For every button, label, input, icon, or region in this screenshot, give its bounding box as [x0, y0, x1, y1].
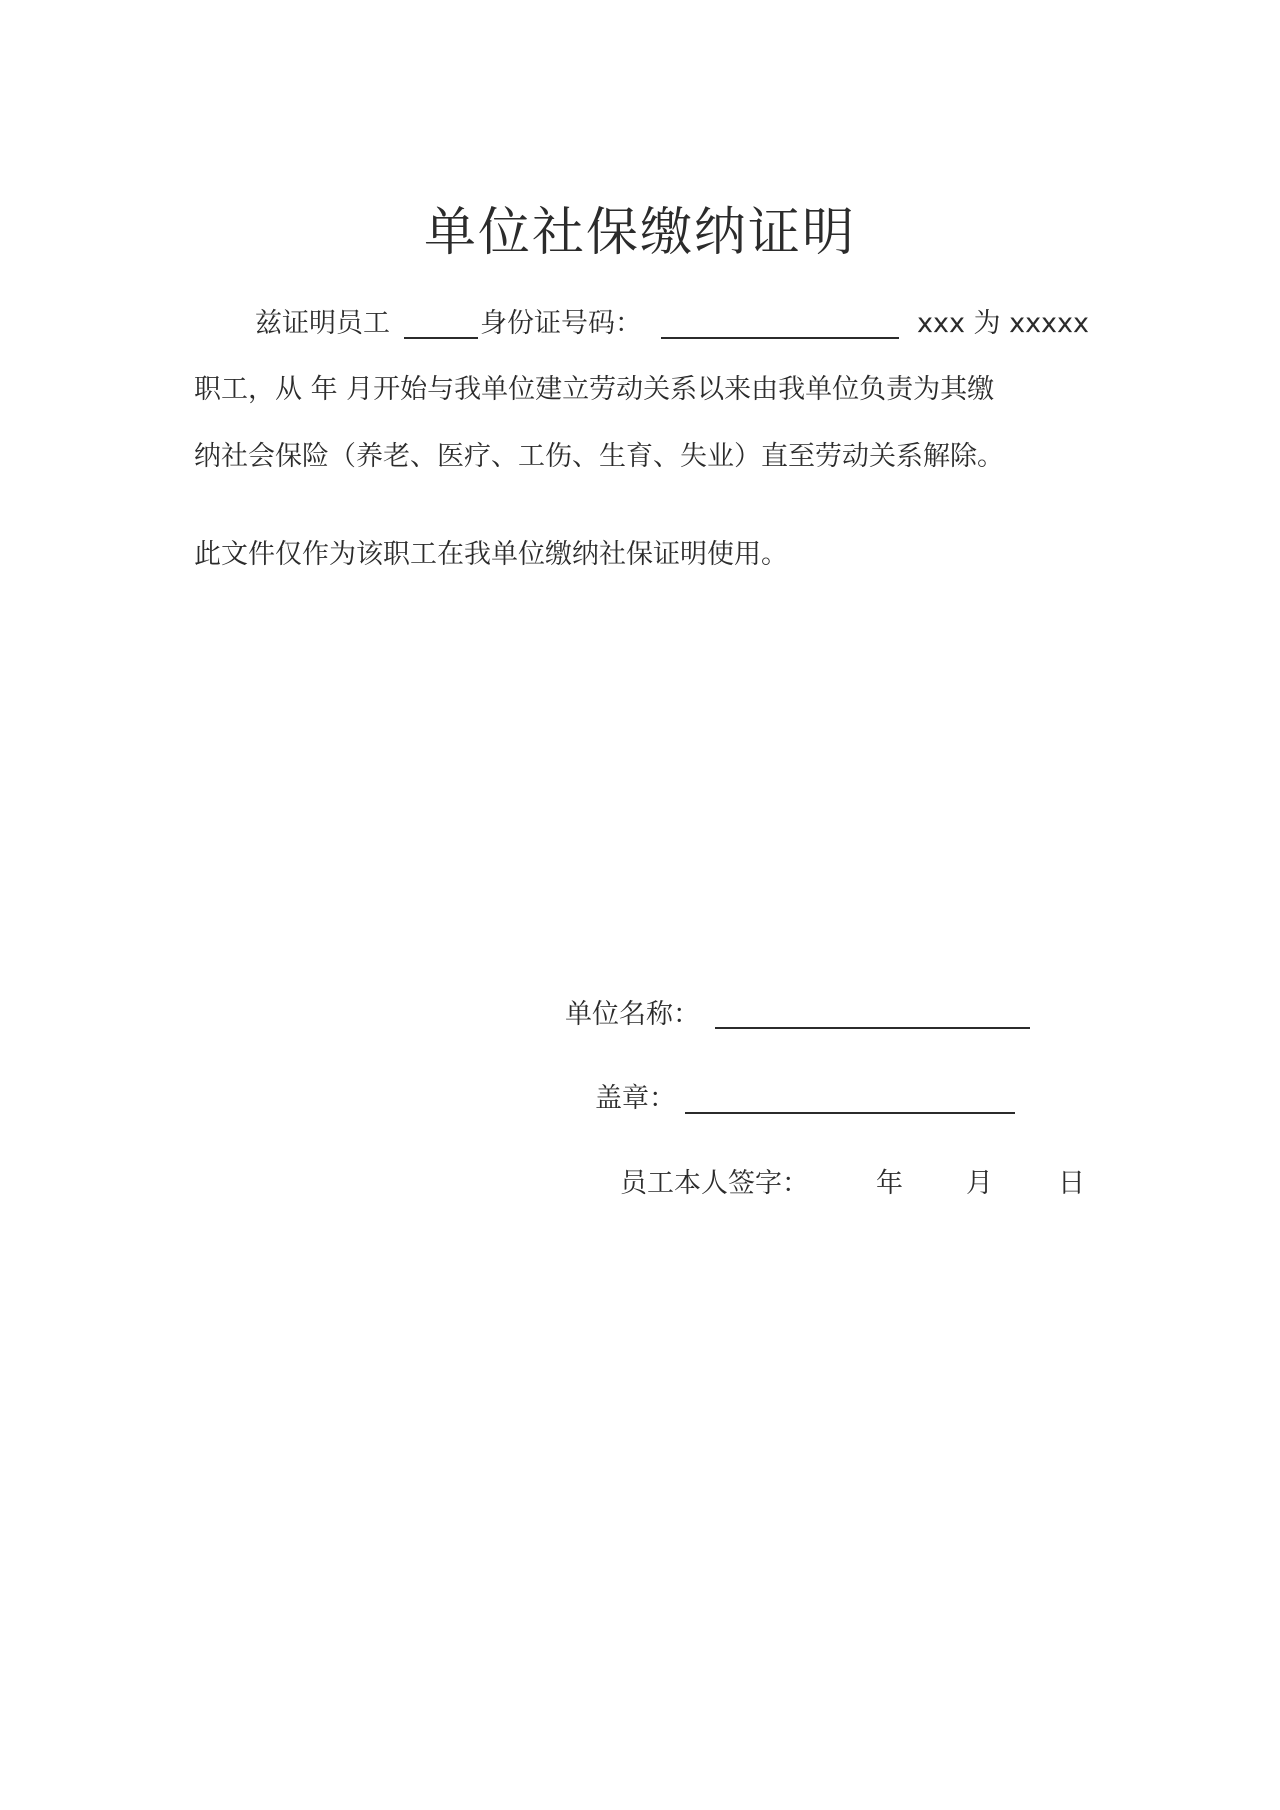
- employee-signature-label: 员工本人签字：: [620, 1168, 809, 1199]
- employee-name-blank: [404, 337, 478, 339]
- date-day: 日: [1058, 1168, 1085, 1199]
- seal-label: 盖章：: [595, 1083, 676, 1114]
- document-title: 单位社保缴纳证明: [423, 203, 856, 263]
- date-month: 月: [966, 1168, 993, 1199]
- seal-blank: [685, 1112, 1015, 1114]
- company-name-blank: [715, 1027, 1030, 1029]
- company-name-label: 单位名称：: [565, 999, 700, 1030]
- date-year: 年: [876, 1168, 903, 1199]
- paragraph-line-1-start: 兹证明员工: [255, 308, 390, 339]
- paragraph-line-1-id: 身份证号码：: [480, 308, 642, 339]
- paragraph-line-3: 纳社会保险（养老、医疗、工伤、生育、失业）直至劳动关系解除。: [194, 441, 1004, 472]
- paragraph-line-4: 此文件仅作为该职工在我单位缴纳社保证明使用。: [194, 539, 788, 570]
- paragraph-line-1-end: xxx 为 xxxxx: [917, 308, 1089, 339]
- paragraph-line-2: 职工，从 年 月开始与我单位建立劳动关系以来由我单位负责为其缴: [194, 374, 995, 405]
- id-number-blank: [661, 337, 899, 339]
